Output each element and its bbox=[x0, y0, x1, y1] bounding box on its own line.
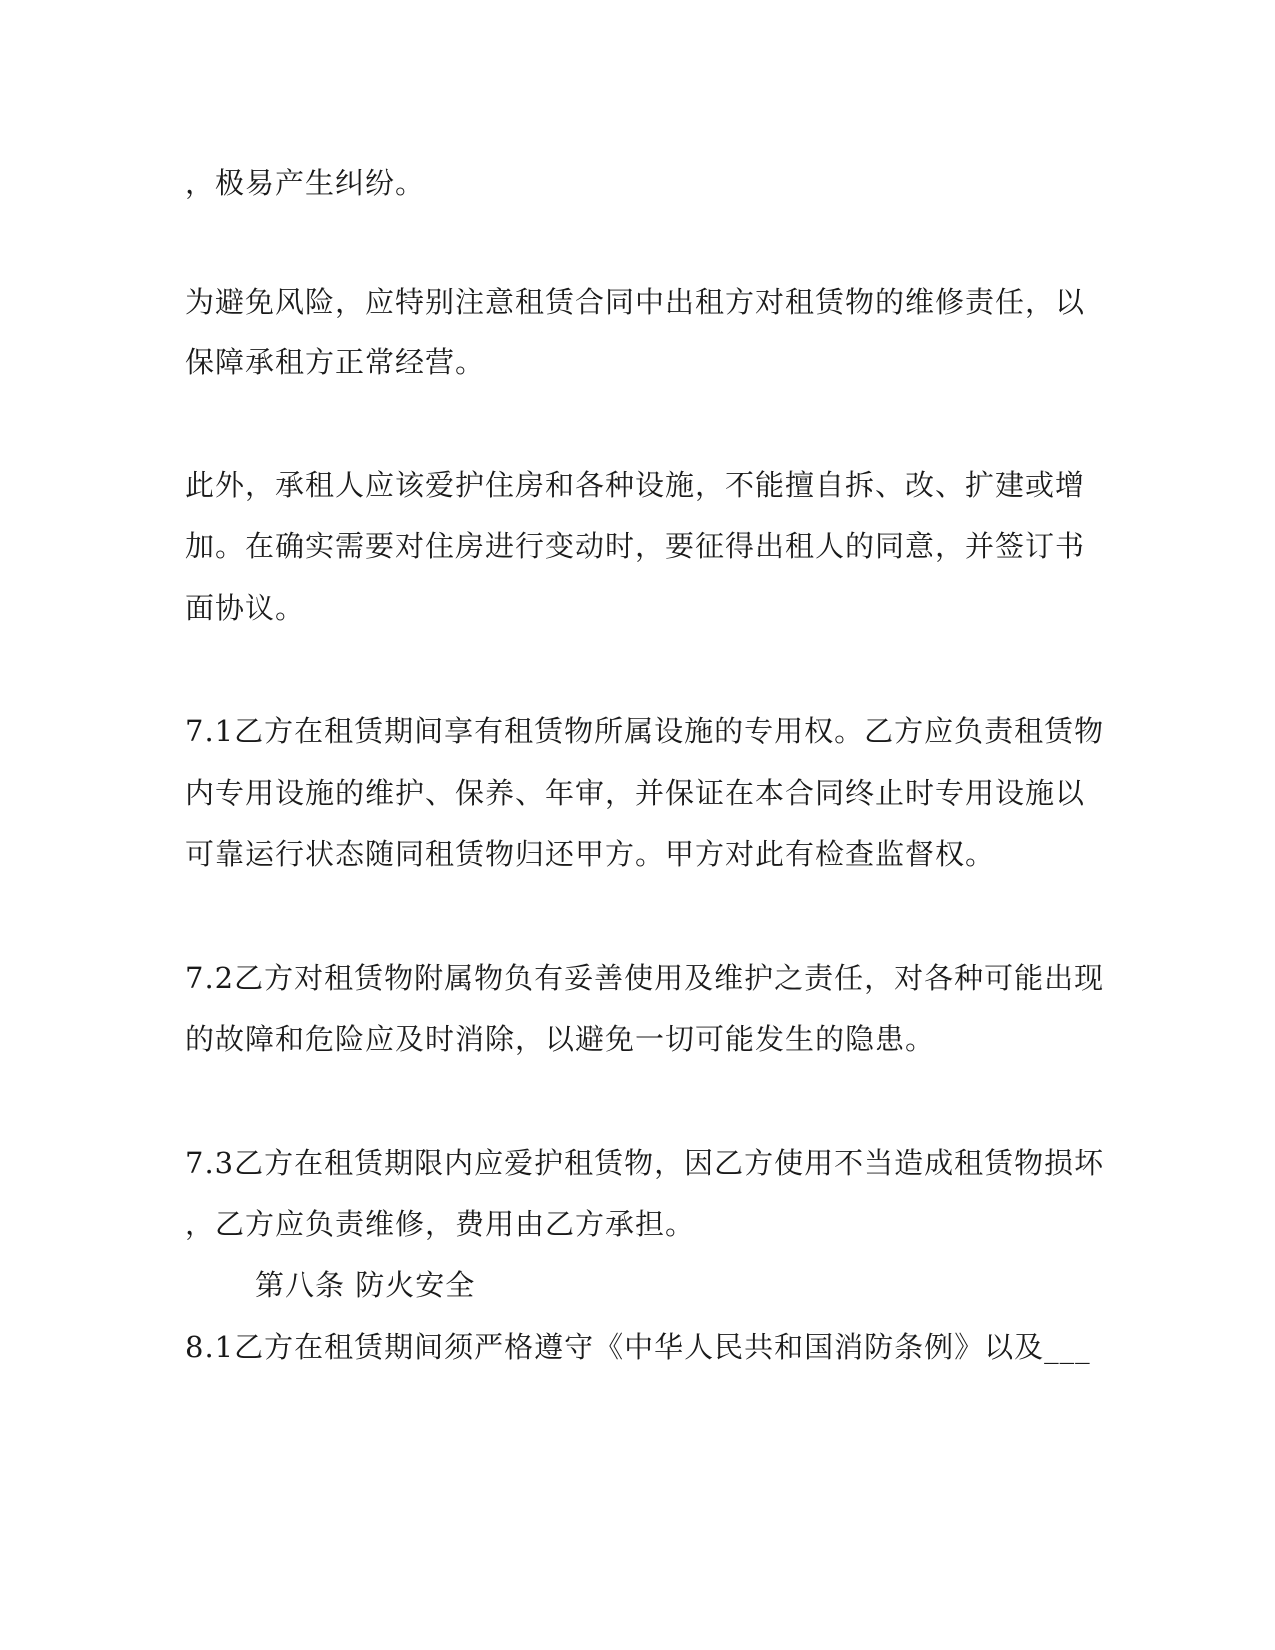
clause-7-1-line: 可靠运行状态随同租赁物归还甲方。甲方对此有检查监督权。 bbox=[185, 837, 996, 871]
clause-7-3-line: ，乙方应负责维修，费用由乙方承担。 bbox=[185, 1207, 696, 1241]
clause-7-3-line: 7.3乙方在租赁期限内应爱护租赁物，因乙方使用不当造成租赁物损坏 bbox=[185, 1146, 1105, 1180]
clause-7-1-line: 7.1乙方在租赁期间享有租赁物所属设施的专用权。乙方应负责租赁物 bbox=[185, 714, 1105, 748]
clause-7-2-line: 7.2乙方对租赁物附属物负有妥善使用及维护之责任，对各种可能出现 bbox=[185, 961, 1105, 995]
paragraph-line: 此外，承租人应该爱护住房和各种设施，不能擅自拆、改、扩建或增 bbox=[185, 468, 1086, 502]
clause-7-2-line: 的故障和危险应及时消除，以避免一切可能发生的隐患。 bbox=[185, 1022, 936, 1056]
paragraph-line: 为避免风险，应特别注意租赁合同中出租方对租赁物的维修责任，以 bbox=[185, 285, 1086, 319]
paragraph-line: 面协议。 bbox=[185, 591, 306, 625]
paragraph-line: ，极易产生纠纷。 bbox=[185, 166, 426, 200]
paragraph-line: 加。在确实需要对住房进行变动时，要征得出租人的同意，并签订书 bbox=[185, 529, 1086, 563]
clause-7-1-line: 内专用设施的维护、保养、年审，并保证在本合同终止时专用设施以 bbox=[185, 776, 1086, 810]
section-heading: 第八条 防火安全 bbox=[255, 1268, 476, 1302]
paragraph-line: 保障承租方正常经营。 bbox=[185, 345, 486, 379]
clause-8-1-line: 8.1乙方在租赁期间须严格遵守《中华人民共和国消防条例》以及___ bbox=[185, 1330, 1091, 1364]
